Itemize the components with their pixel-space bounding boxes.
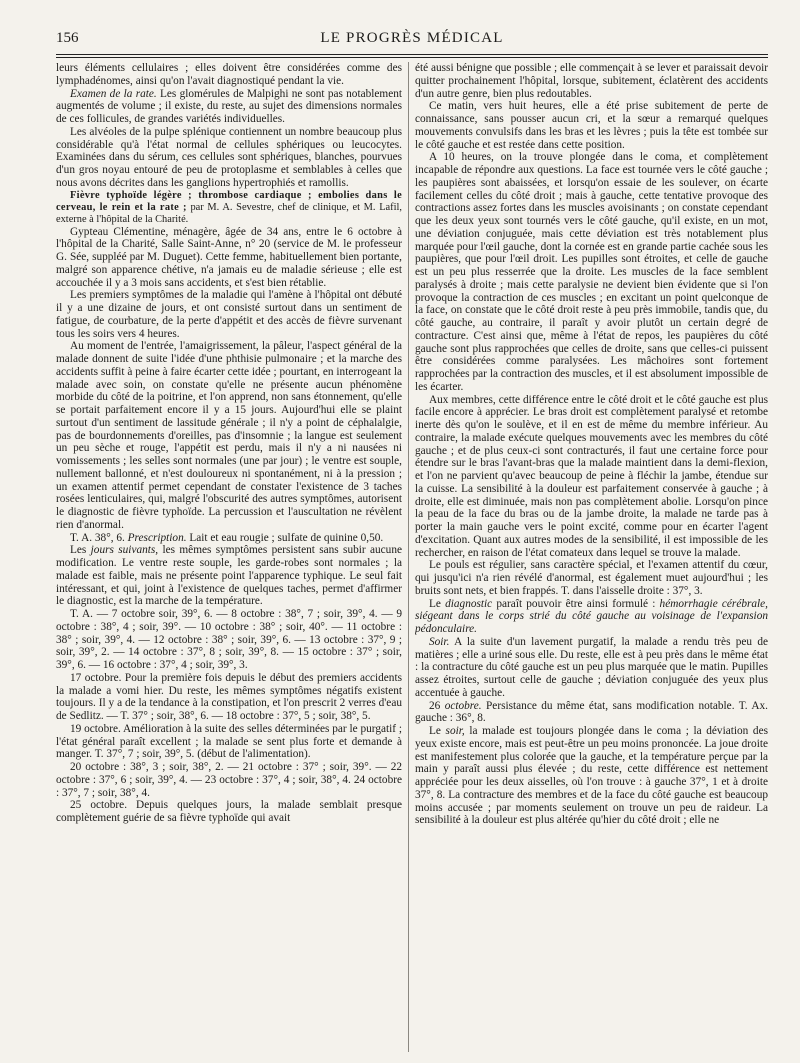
text-run: Lait et eau rougie ; sulfate de quinine 0,50. xyxy=(186,531,384,544)
paragraph: leurs éléments cellulaires ; elles doivent être considérées comme des lymphadénomes, ainsi qu'on l'avait diagnostiqué pendant la vie. xyxy=(56,62,402,87)
paragraph: 17 octobre. Pour la première fois depuis le début des premiers accidents la malade a vomi hier. Du reste, les mêmes symptômes négatifs existent toujours. Il y a de la tendance à la constipation, et l'on prescrit 2 verres d'eau de Sedlitz. — T. 37° ; soir, 38°, 6. — 18 octobre : 37°, 5 ; soir, 38°, 5. xyxy=(56,671,402,722)
text-run: Le xyxy=(429,725,446,737)
italic-run: Prescription. xyxy=(127,531,187,544)
temperature-log: T. A. — 7 octobre soir, 39°, 6. — 8 octobre : 38°, 7 ; soir, 39°, 4. — 9 octobre : 38°, 4 ; soir, 39°. — 10 octobre : 38° ; soir, 40°. — 11 octobre : 38° ; soir, 39°, 4. — 12 octobre : 38° ; soir, 39°, 6. — 13 octobre : 37°, 9 ; soir, 39°, 2. — 14 octobre : 37°, 8 ; soir, 39°, 8. — 15 octobre : 37° ; soir, 39°, 6. — 16 octobre : 37°, 4 ; soir, 39°, 3. xyxy=(56,608,402,671)
paragraph: 19 octobre. Amélioration à la suite des selles déterminées par le purgatif ; l'état général paraît excellent ; la malade se sent plus forte et demande à manger. T. 37°, 7 ; soir, 39°, 5. (début de l'alimentation). xyxy=(56,722,402,761)
paragraph xyxy=(415,725,768,827)
italic-run: diagnostic xyxy=(445,597,493,610)
paragraph: Les premiers symptômes de la maladie qui l'amène à l'hôpital ont débuté il y a une dizaine de jours, et ont consisté surtout dans un sentiment de fatigue, de courbature, de la perte d'appétit et des accès de fièvre survenant tous les soirs vers 4 heures. xyxy=(56,289,402,340)
diagnosis-italic: hémorrhagie cérébrale, siégeant dans le corps strié du côté gauche au voisinage de l'expansion pédonculaire. xyxy=(415,597,768,635)
text-run: Le xyxy=(429,597,446,610)
italic-run: jours suivants, xyxy=(90,544,159,557)
text-run: Les glomérules de Malpighi ne sont pas notablement augmentés de volume ; il existe, du reste, au sujet des dimensions normales de ces follicules, de grandes variétés individuelles. xyxy=(56,87,402,125)
text-run: les mêmes symptômes persistent sans subir aucune modification. Le ventre reste souple, les garde-robes sont normales ; la malade est faible, mais ne présente point l'apparence typhique. Le seul fait intéressant, et qui, joint à l'existence de quelques taches, permet d'affirmer le diagnostic, est la marche de la température. xyxy=(56,544,402,608)
text-run: A la suite d'un lavement purgatif, la malade a rendu très peu de matières ; elle a uriné sous elle. Du reste, elle est à peu près dans le même état : la contracture du côté gauche est un peu plus marquée que le matin. Pupilles assez étroites, surtout celle de gauche ; déviation conjuguée des yeux plus accentuée à gauche. xyxy=(415,635,768,699)
paragraph xyxy=(56,544,402,608)
paragraph: 25 octobre. Depuis quelques jours, la malade semblait presque complètement guérie de sa fièvre typhoïde qui avait xyxy=(56,799,402,824)
header-rule-double xyxy=(56,57,768,58)
italic-run: Soir. xyxy=(429,635,450,648)
page-header xyxy=(56,30,768,50)
text-run: paraît pouvoir être ainsi formulé : xyxy=(492,597,660,610)
paragraph: Gypteau Clémentine, ménagère, âgée de 34 ans, entre le 6 octobre à l'hôpital de la Charité, Salle Saint-Anne, n° 20 (service de M. le professeur G. Sée, suppléé par M. Duguet). Cette femme, habituellement bien portante, malgré son apparence chétive, n'a jamais eu de maladie sérieuse ; elle est accouchée il y a 3 mois sans accidents, et s'est bien rétablie. xyxy=(56,225,402,289)
right-column xyxy=(415,62,768,1052)
paragraph xyxy=(415,598,768,636)
italic-run: Examen de la rate. xyxy=(70,87,157,100)
text-run: la malade est toujours plongée dans le coma ; la déviation des yeux existe encore, mais est peut-être un peu moins prononcée. La joue droite est manifestement plus colorée que la gauche, et la température perçue par la main y paraît aussi plus élevée ; du reste, cette différence est nettement appréciée pour les deux aisselles, où l'on trouve : à gauche 37°, 1 et à droite 37°, 8. La contracture des membres et de la face du côté gauche est beaucoup moins accusée ; par moments seulement on trouve un peu de raideur. La sensibilité à la douleur est plus altérée qu'hier du côté droit ; elle ne xyxy=(415,725,768,827)
text-run: T. A. 38°, 6. xyxy=(70,531,128,544)
page-number: 156 xyxy=(56,30,79,46)
text-run: 26 xyxy=(429,699,445,712)
paragraph: Aux membres, cette différence entre le côté droit et le côté gauche est plus facile encore à apprécier. Le bras droit est complètement paralysé et retombe inerte dès qu'on le soulève, et il en est de même du membre inférieur. Au contraire, la malade exécute quelques mouvements avec les membres du côté gauche ; et de plus ceux-ci sont contracturés, il faut une certaine force pour étendre sur le bras l'avant-bras que la malade maintient dans la demi-flexion, et l'on ne parvient qu'avec beaucoup de peine à fléchir la jambe, étendue sur la cuisse. La sensibilité à la douleur est parfaitement conservée à gauche ; à droite, elle est diminuée, mais non pas complètement abolie. Lorsqu'on pince la peau de la face du bras ou de la jambe droite, la malade ne tarde pas à porter la main gauche vers le point excité, comme pour en écarter l'agent d'excitation. Quant aux autres modes de la sensibilité, il est impossible de les rechercher, en raison de l'état comateux dans lequel se trouve la malade. xyxy=(415,393,768,559)
italic-run: octobre. xyxy=(444,699,482,712)
section-title: Fièvre typhoïde légère ; thrombose cardiaque ; embolies dans le cerveau, le rein et la rate ; xyxy=(56,189,402,213)
paragraph: Les alvéoles de la pulpe splénique contiennent un nombre beaucoup plus considérable qu'à l'état normal de cellules sphériques ou leucocytes. Examinées dans du sérum, ces cellules sont sphériques, blanches, pourvues d'un gros noyau entouré de peu de protoplasme et semblables à celles que nous avons décrites dans les ganglions hypertrophiés et ramollis. xyxy=(56,125,402,189)
header-rule xyxy=(56,54,768,55)
italic-run: soir, xyxy=(445,725,465,737)
paragraph: été aussi bénigne que possible ; elle commençait à se lever et paraissait devoir quitter prochainement l'hôpital, lorsque, subitement, éclatèrent des accidents d'un autre genre, bien plus redoutables. xyxy=(415,62,768,100)
paragraph: Au moment de l'entrée, l'amaigrissement, la pâleur, l'aspect général de la malade donnent de suite l'idée d'une phthisie pulmonaire ; et la marche des accidents suffit à peine à faire écarter cette idée ; pourtant, en interrogeant la malade avec soin, on constate qu'elle ne présente aucun phénomène morbide du côté de la poitrine, et l'on apprend, non sans étonnement, qu'elle se portait parfaitement encore il y a 15 jours. Aujourd'hui elle se plaint surtout d'un sentiment de lassitude générale ; il n'y a point de céphalalgie, pas de bourdonnements d'oreilles, pas d'insomnie ; la langue est seulement un peu sèche et rouge, l'appétit est perdu, mais il n'y a ni nausées ni vomissements ; les selles sont normales (une par jour) ; le ventre est souple, nullement ballonné, et n'est douloureux ni spontanément, ni à la pression ; un examen attentif permet cependant de constater l'existence de 3 taches rosées lenticulaires, qui, malgré l'obscurité des autres symptômes, autorisent le diagnostic de fièvre typhoïde. La percussion et l'auscultation ne révèlent rien d'anormal. xyxy=(56,340,402,531)
section-heading xyxy=(56,190,402,226)
section-authors: par M. A. Sevestre, chef de clinique, et M. Lafil, externe à l'hôpital de la Charité. xyxy=(56,201,402,225)
temperature-log: 20 octobre : 38°, 3 ; soir, 38°, 2. — 21 octobre : 37° ; soir, 39°. — 22 octobre : 37°, 6 ; soir, 39°, 4. — 23 octobre : 37°, 4 ; soir, 38°, 4. 24 octobre : 37°, 7 ; soir, 38°, 4. xyxy=(56,761,402,799)
text-run: Les xyxy=(70,544,91,557)
text-run: Persistance du même état, sans modification notable. T. Ax. gauche : 36°, 8. xyxy=(415,699,768,725)
paragraph: Ce matin, vers huit heures, elle a été prise subitement de perte de connaissance, sans pousser aucun cri, et la sœur a remarqué quelques mouvements convulsifs dans les bras et les lèvres ; puis la tête est tombée sur le côté gauche et est restée dans cette position. xyxy=(415,100,768,151)
paragraph xyxy=(415,636,768,700)
paragraph xyxy=(56,532,402,545)
left-column xyxy=(56,62,402,1052)
paragraph xyxy=(56,88,402,126)
paragraph: A 10 heures, on la trouve plongée dans le coma, et complètement incapable de répondre aux questions. La face est tournée vers le côté gauche ; les paupières sont abaissées, et lorsqu'on essaie de les soulever, on écarte facilement celles du côté droit ; mais à gauche, cette tentative provoque des contractions assez fortes dans les muscles avoisinants ; on constate cependant que les deux yeux sont tournés vers le côté gauche, qu'il existe, en un mot, une déviation conjuguée, mais cette déviation est très notablement plus marquée pour l'œil gauche, dont la cornée est en grande partie cachée sous les paupières, que pour l'œil droit. Les pupilles sont étroites, et celle de gauche est un peu plus resserrée que la droite. Les muscles de la face semblent paralysés à droite ; mais cette paralysie ne devient bien évidente que si l'on provoque la contraction de ces muscles ; en excitant un point quelconque de la face, on constate que le côté droit reste à peu près immobile, tandis que, du côté gauche, au contraire, il paraît y avoir plutôt un certain degré de contracture. C'est ainsi que, même à l'état de repos, les paupières du côté gauche sont plus rapprochées que celles de droite, sans que celles-ci puissent être considérées comme paralysées. Les mâchoires sont fortement rapprochées par la contraction des muscles, et il est absolument impossible de les écarter. xyxy=(415,151,768,393)
paragraph: Le pouls est régulier, sans caractère spécial, et l'examen attentif du cœur, qui jusqu'ici n'a rien révélé d'anormal, est également muet aujourd'hui ; les bruits sont nets, et bien frappés. T. dans l'aisselle droite : 37°, 3. xyxy=(415,559,768,597)
column-divider xyxy=(408,62,409,1052)
journal-title: LE PROGRÈS MÉDICAL xyxy=(320,30,504,46)
paragraph xyxy=(415,700,768,726)
